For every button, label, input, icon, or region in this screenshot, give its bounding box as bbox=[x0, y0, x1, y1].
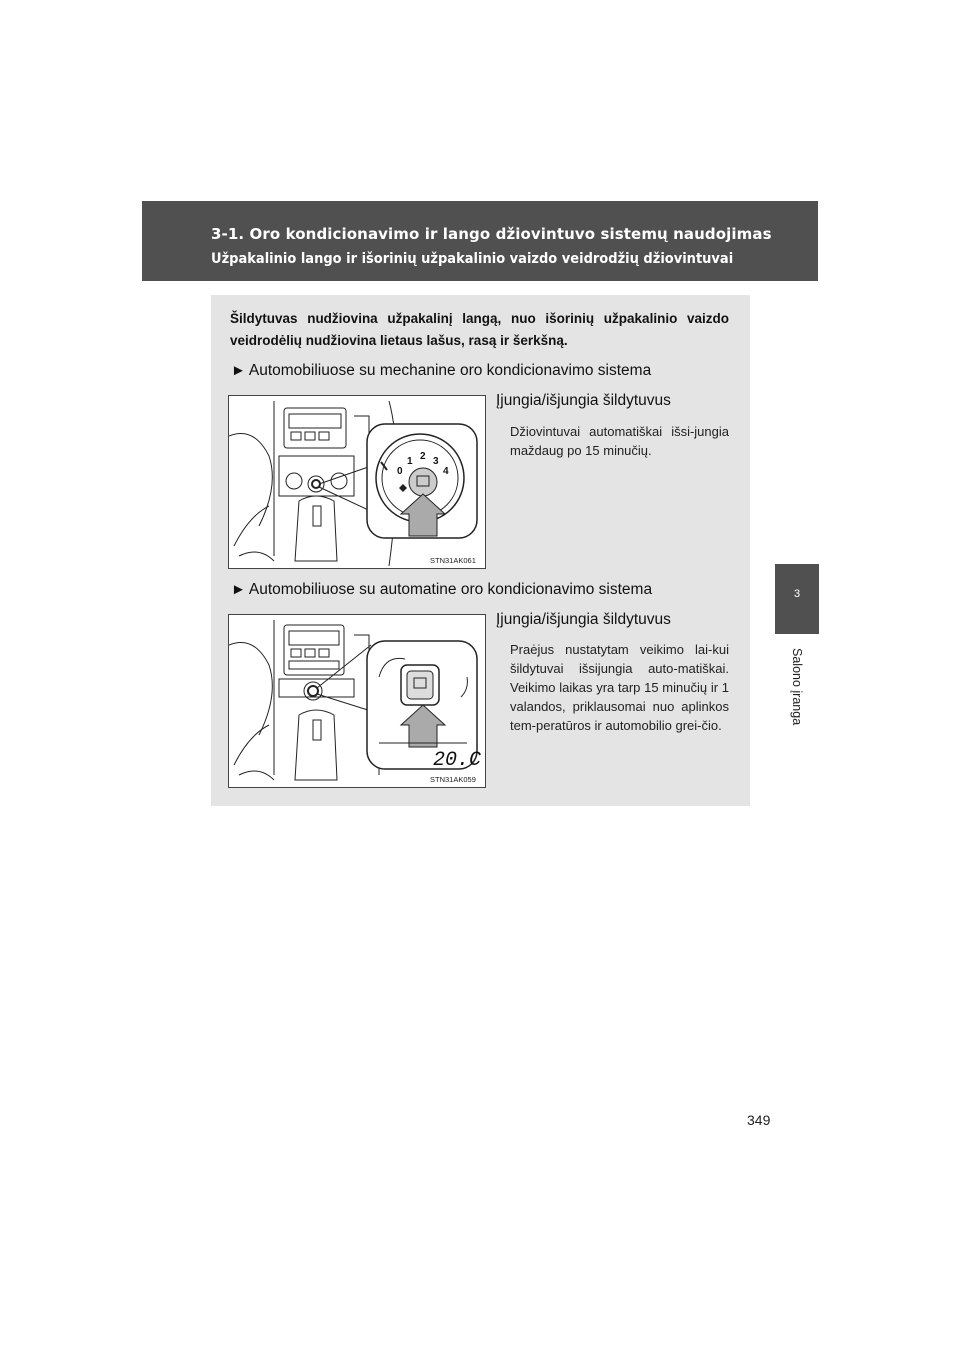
triangle-bullet-icon: ► bbox=[231, 581, 246, 598]
dial-number: 4 bbox=[443, 466, 449, 477]
note-manual: Džiovintuvai automatiškai išsi-jungia maždaug po 15 minučių. bbox=[510, 424, 729, 458]
dashboard-auto-drawing bbox=[229, 615, 485, 787]
note-auto: Praėjus nustatytam veikimo lai-kui šildytuvai išsijungia auto-matiškai. Veikimo laikas yra tarp 15 minučių ir 1 valandos, priklausomai nuo aplinkos tem-peratūros ir automobilio grei-čio. bbox=[510, 642, 729, 733]
bullet-text: Automobiliuose su mechanine oro kondicionavimo sistema bbox=[248, 362, 652, 379]
dial-number: 3 bbox=[433, 456, 439, 467]
caption-auto: Įjungia/išjungia šildytuvus bbox=[496, 611, 671, 628]
section-title: 3-1. Oro kondicionavimo ir lango džiovintuvo sistemų naudojimas bbox=[211, 225, 772, 243]
page-number: 349 bbox=[747, 1112, 771, 1128]
caption-manual: Įjungia/išjungia šildytuvus bbox=[496, 392, 671, 409]
dial-number: 2 bbox=[420, 451, 426, 462]
triangle-bullet-icon: ► bbox=[231, 362, 246, 379]
bullet-text: Automobiliuose su automatine oro kondicionavimo sistema bbox=[248, 581, 653, 598]
illustration-code: STN31AK059 bbox=[430, 775, 476, 784]
intro-text: Šildytuvas nudžiovina užpakalinį langą, nuo išorinių užpakalinio vaizdo veidrodėlių nudžiovina lietaus lašus, rasą ir šerkšną. bbox=[230, 311, 729, 348]
chapter-tab-number: 3 bbox=[793, 588, 801, 600]
display-temp: 20.C bbox=[433, 749, 482, 772]
illustration-manual-ac bbox=[228, 395, 486, 569]
dial-number: 0 bbox=[397, 466, 403, 477]
sub-title: Užpakalinio lango ir išorinių užpakalinio vaizdo veidrodžių džiovintuvai bbox=[211, 251, 734, 267]
bullet-manual-ac bbox=[231, 362, 651, 380]
illustration-code: STN31AK061 bbox=[430, 556, 476, 565]
dial-number: 1 bbox=[407, 456, 413, 467]
dashboard-manual-drawing bbox=[229, 396, 485, 568]
bullet-auto-ac bbox=[231, 581, 652, 599]
illustration-auto-ac bbox=[228, 614, 486, 788]
chapter-tab-label: Salono įranga bbox=[790, 648, 804, 726]
